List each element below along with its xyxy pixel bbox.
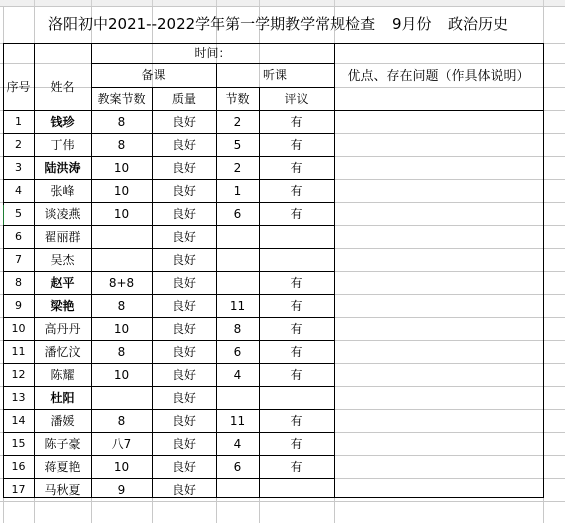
observed-sections: 11: [229, 413, 246, 428]
lesson-plan-count: 8+8: [108, 275, 135, 290]
quality-rating: 良好: [171, 344, 196, 359]
teacher-name: 吴杰: [50, 252, 75, 267]
teacher-name: 杜阳: [50, 390, 75, 405]
row-number: 4: [15, 184, 22, 197]
row-number: 12: [11, 368, 26, 381]
teacher-name: 翟丽群: [44, 229, 81, 244]
plans-header: 教案节数: [97, 91, 146, 106]
name-header: 姓名: [50, 79, 75, 94]
review-status: [259, 248, 334, 271]
teacher-name: 高丹丹: [44, 321, 81, 336]
observed-sections: 6: [233, 344, 242, 359]
review-status: 有: [290, 459, 303, 474]
quality-rating: 良好: [171, 160, 196, 175]
teacher-name: 赵平: [50, 275, 75, 290]
lesson-plan-count: [91, 225, 152, 248]
observed-sections: [216, 271, 259, 294]
teacher-name: 丁伟: [50, 137, 75, 152]
row-number: 3: [15, 161, 22, 174]
quality-rating: 良好: [171, 275, 196, 290]
row-number: 17: [11, 483, 26, 496]
teacher-name: 陈子豪: [44, 436, 81, 451]
quality-rating: 良好: [171, 367, 196, 382]
quality-rating: 良好: [171, 183, 196, 198]
review-status: [259, 225, 334, 248]
quality-rating: 良好: [171, 482, 196, 497]
lesson-plan-count: 8: [117, 298, 126, 313]
review-status: 有: [290, 367, 303, 382]
quality-rating: 良好: [171, 252, 196, 267]
row-number: 9: [15, 299, 22, 312]
listen-header: 听课: [262, 68, 287, 82]
teacher-name: 蒋夏艳: [44, 459, 81, 474]
row-number: 15: [11, 437, 26, 450]
teacher-name: 潘忆汶: [44, 344, 81, 359]
quality-rating: 良好: [171, 413, 196, 428]
row-number: 1: [15, 115, 22, 128]
review-status: 有: [290, 298, 303, 313]
teacher-name: 张峰: [50, 183, 75, 198]
teacher-name: 钱珍: [50, 114, 75, 129]
lesson-plan-count: 8: [117, 413, 126, 428]
review-status: 有: [290, 321, 303, 336]
teacher-name: 陈耀: [50, 367, 75, 382]
row-number: 8: [15, 276, 22, 289]
review-status: [259, 386, 334, 409]
observed-sections: [216, 248, 259, 271]
review-status: 有: [290, 436, 303, 451]
review-status: 有: [290, 160, 303, 175]
observed-sections: 2: [233, 160, 242, 175]
quality-rating: 良好: [171, 137, 196, 152]
observed-sections: [216, 478, 259, 501]
quality-rating: 良好: [171, 390, 196, 405]
review-status: 有: [290, 344, 303, 359]
observed-sections: 4: [233, 436, 242, 451]
quality-rating: 良好: [171, 206, 196, 221]
review-status: 有: [290, 413, 303, 428]
review-status: [259, 478, 334, 501]
teacher-name: 陆洪涛: [44, 160, 81, 175]
observed-sections: 4: [233, 367, 242, 382]
observed-sections: 6: [233, 206, 242, 221]
observed-sections: 2: [233, 114, 242, 129]
teacher-name: 梁艳: [50, 298, 75, 313]
quality-header: 质量: [171, 91, 196, 106]
lesson-plan-count: 八7: [111, 436, 132, 451]
teacher-name: 潘媛: [50, 413, 75, 428]
lesson-plan-count: 9: [117, 482, 126, 497]
row-number: 5: [15, 207, 22, 220]
observed-sections: 8: [233, 321, 242, 336]
row-number: 7: [15, 253, 22, 266]
review-status: 有: [290, 275, 303, 290]
lesson-plan-count: 8: [117, 114, 126, 129]
lesson-plan-count: [91, 386, 152, 409]
lesson-plan-count: 10: [113, 367, 130, 382]
lesson-plan-count: 10: [113, 160, 130, 175]
prep-header: 备课: [141, 68, 166, 82]
time-header: 时间：: [194, 46, 231, 60]
review-status: 有: [290, 114, 303, 129]
quality-rating: 良好: [171, 436, 196, 451]
row-number: 6: [15, 230, 22, 243]
quality-rating: 良好: [171, 114, 196, 129]
teacher-name: 马秋夏: [44, 482, 81, 497]
row-number: 11: [11, 345, 26, 358]
row-number: 13: [11, 391, 26, 404]
quality-rating: 良好: [171, 321, 196, 336]
row-number: 2: [15, 138, 22, 151]
lesson-plan-count: 10: [113, 459, 130, 474]
lesson-plan-count: 10: [113, 183, 130, 198]
observed-sections: 6: [233, 459, 242, 474]
quality-rating: 良好: [171, 298, 196, 313]
review-status: 有: [290, 137, 303, 152]
quality-rating: 良好: [171, 229, 196, 244]
lesson-plan-count: [91, 248, 152, 271]
lesson-plan-count: 10: [113, 206, 130, 221]
month-label: 9月份: [392, 14, 432, 33]
row-number: 14: [11, 414, 26, 427]
lesson-plan-count: 10: [113, 321, 130, 336]
observed-sections: 1: [233, 183, 242, 198]
lesson-plan-count: 8: [117, 137, 126, 152]
comments-header: 优点、存在问题（作具体说明）: [347, 69, 530, 84]
observed-sections: 5: [233, 137, 242, 152]
row-number: 10: [11, 322, 26, 335]
quality-rating: 良好: [171, 459, 196, 474]
page-title: 洛阳初中2021--2022学年第一学期教学常规检查: [48, 14, 376, 33]
observed-sections: [216, 225, 259, 248]
review-status: 有: [290, 183, 303, 198]
row-number: 16: [11, 460, 26, 473]
subject-label: 政治历史: [448, 14, 509, 33]
review-status: 有: [290, 206, 303, 221]
teacher-name: 谈凌燕: [44, 206, 81, 221]
review-header: 评议: [284, 91, 309, 106]
seq-header: 序号: [6, 79, 31, 94]
sections-header: 节数: [225, 91, 250, 106]
observed-sections: 11: [229, 298, 246, 313]
observed-sections: [216, 386, 259, 409]
lesson-plan-count: 8: [117, 344, 126, 359]
